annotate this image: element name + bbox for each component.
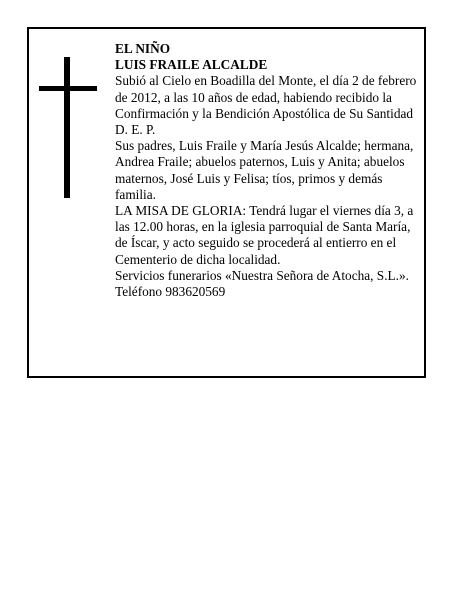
death-announcement: Subió al Cielo en Boadilla del Monte, el día 2 de febrero de 2012, a las 10 años de edad, habiendo recibido la Confirmación y la Bendición Apostólica de Su Santidad xyxy=(115,73,417,121)
cross-vertical-bar xyxy=(64,57,70,198)
cross-icon xyxy=(39,57,97,198)
family-list: Sus padres, Luis Fraile y María Jesús Alcalde; hermana, Andrea Fraile; abuelos paternos, Luis y Anita; abuelos maternos, José Luis y Felisa; tíos, primos y demás familia. xyxy=(115,138,414,202)
deceased-name: LUIS FRAILE ALCALDE xyxy=(115,57,268,73)
funeral-services: Servicios funerarios «Nuestra Señora de Atocha, S.L.». xyxy=(115,267,409,283)
obituary-text xyxy=(115,41,420,300)
cross-horizontal-bar xyxy=(39,86,97,91)
phone-number: Teléfono 983620569 xyxy=(115,284,226,300)
obituary-notice xyxy=(27,27,426,378)
mass-details: LA MISA DE GLORIA: Tendrá lugar el viernes día 3, a las 12.00 horas, en la iglesia parroquial de Santa María, de Íscar, y acto seguido se procederá al entierro en el Cementerio de dicha localidad. xyxy=(115,203,414,267)
notice-title: EL NIÑO xyxy=(115,41,171,56)
rip-text: D. E. P. xyxy=(115,122,156,138)
